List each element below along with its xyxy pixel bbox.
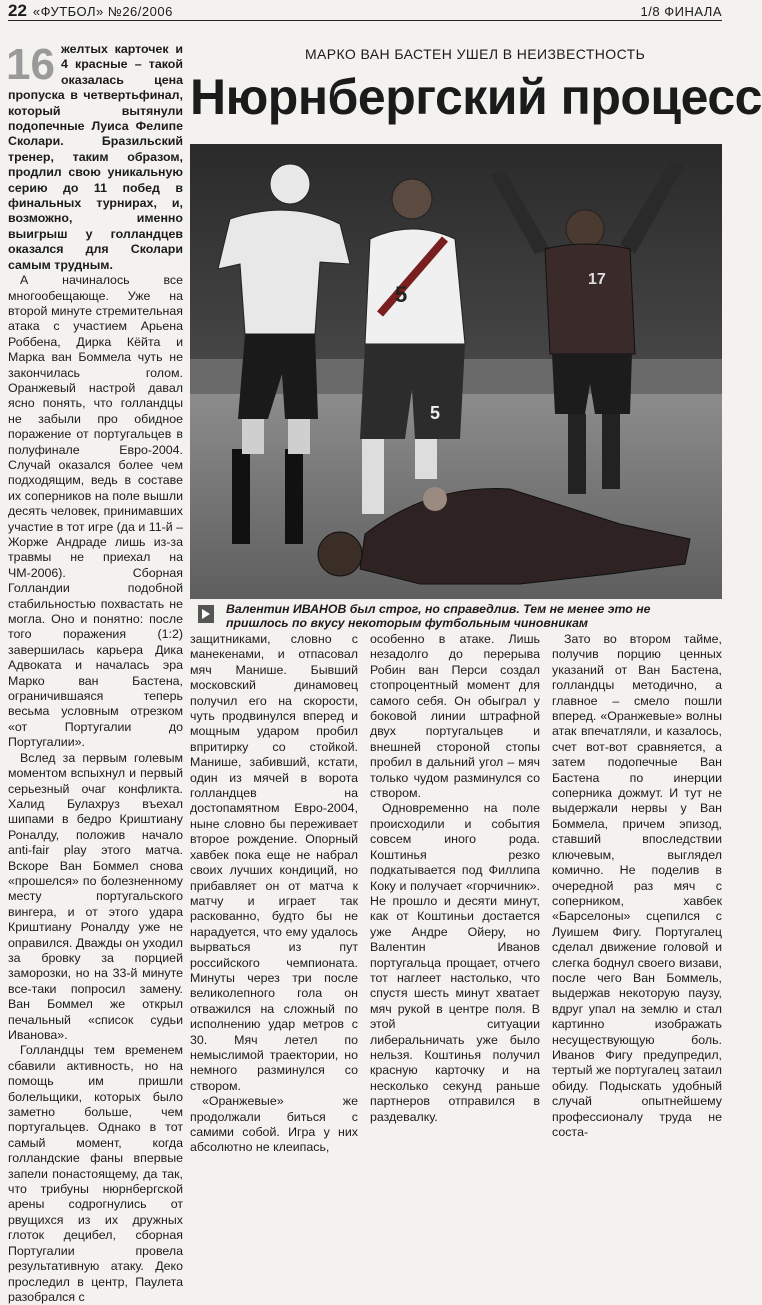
paragraph: особенно в атаке. Лишь незадолго до перерыва Робин ван Перси создал стопроцентный момент для самого себя. Он обыграл у боковой линии штрафной двух португальцев и внешней стороной стопы пробил в дальний угол – мяч только чудом разминулся со створом.: [370, 632, 540, 801]
photo-illustration: [190, 144, 722, 599]
caption-body: был строг, но справедлив. Тем не менее это не пришлось по вкусу некоторым футбольным чиновникам: [226, 602, 651, 630]
paragraph: А начиналось все многообещающе. Уже на второй минуте стремительная атака с участием Арьена Роббена, Дирка Кёйта и Марка ван Боммела чуть не закончилась голом. Оранжевый настрой давал ясно понять, что голландцы не забыли про обидное поражение от португальцев в полуфинале Евро-2004. Случай оказался более чем подходящим, ведь в составе их соперников на поле вышли десять человек, принимавших участие в тот игре (да и 11-й – Жорже Андраде лишь из-за травмы не приехал на ЧМ-2006). Сборная Голландии подобной стабильностью похвастать не могла. Оно и понятно: после того поражения (1:2) завершилась карьера Дика Адвоката и началась эра Марко ван Бастена, ограничившаяся теперь весьма условным отрезком «от Португалии до Португалии».: [8, 273, 183, 750]
lead-paragraph: желтых карточек и 4 красные – такой оказалась цена пропуска в четвертьфинал, который вытянули подопечные Луиса Фелипе Сколари. Бразильский тренер, таким образом, продлил свою уникальную серию до 11 побед в финальных турнирах, и, возможно, именно выигрыш у голландцев оказался для Сколари самым трудным.: [8, 42, 183, 272]
photo-caption: [190, 599, 722, 629]
column-1: [6, 40, 183, 1304]
column-3: [370, 632, 540, 1124]
headline: Нюрнбергский процесс: [190, 69, 762, 125]
paragraph: Зато во втором тайме, получив порцию ценных указаний от Ван Бастена, голландцы методично, а главное – смело пошли вперед. «Оранжевые» волны атак впечатляли, и казалось, счет вот-вот сравняется, а затем подопечные Ван Бастена по инерции соперника дожмут. И тут не выдержали нервы у Ван Боммела, причем эпизод, ставший впоследствии ключевым, выглядел комично. Не поделив в очередной раз мяч с соперником, хавбек «Барселоны» сцепился с Луишем Фигу. Португалец сделал движение головой и слегка боднул своего визави, после чего Ван Боммель, выдержав некоторую паузу, вдруг упал на землю и стал картинно изображать несуществующую боль. Иванов Фигу предупредил, тертый же португалец затаил обиду. Подыскать удобный случай опытнейшему профессионалу труда не состa-: [552, 632, 722, 1139]
page-number: 22: [8, 1, 27, 20]
caption-arrow-icon: [198, 605, 214, 623]
paragraph: «Оранжевые» же продолжали биться с самими собой. Игра у них абсолютно не клеипась,: [190, 1094, 358, 1155]
paragraph: Вслед за первым голевым моментом вспыхнул и первый серьезный очаг конфликта. Халид Булахруз въехал шипами в бедро Криштиану Роналду, положив начало anti-fair play этого матча. Вскоре Ван Боммел снова «прошелся» по болезненному месту португальского вингера, и от этого удара Криштиану Роналду уже не оправился. Дважды он уходил за бровку за порцией заморозки, но на 33-й минуте все-таки попросил замену. Ван Боммел же открыл печальный «список судьи Иванова».: [8, 750, 183, 1042]
paragraph: защитниками, словно с манекенами, и отпасовал мяч Манише. Бывший московский динамовец получил его на скорости, чуть продвинулся вперед и мощным ударом пробил впритирку со стойкой. Манише, забивший, кстати, один из мячей в ворота голландцев на достопамятном Евро-2004, ныне словно бы переживает второе рождение. Опорный хавбек пока еще не набрал своих лучших кондиций, но прибавляет он от матча к матчу и играет так раскованно, будто бы не нарадуется, что ему удалось вырваться из пут российского чемпионата. Минуты через три после великолепного гола он отважился на сложный по исполнению удар метров с 30. Мяч летел по немыслимой траектории, но немного разминулся со створом.: [190, 632, 358, 1093]
issue-label: «ФУТБОЛ» №26/2006: [32, 3, 173, 19]
paragraph: Голландцы тем временем сбавили активность, но на помощь им пришли болельщики, которых было заметно больше, чем португальцев. Однако в тот самый момент, когда голландские фаны впервые запели понастоящему, да так, что трибуны нюрнбергской арены содрогнулись от рвущихся из их дружных глоток децибел, сборная Португалии провела результативную атаку. Деко проследил в центр, Паулета разобрался с: [8, 1043, 183, 1304]
caption-name: Валентин ИВАНОВ: [226, 602, 347, 616]
jersey-number-left: 5: [395, 282, 408, 307]
jersey-number-right: 17: [588, 271, 606, 288]
kicker: МАРКО ВАН БАСТЕН УШЕЛ В НЕИЗВЕСТНОСТЬ: [305, 46, 646, 62]
big-number: 16: [6, 40, 55, 89]
column-4: [552, 632, 722, 1139]
paragraph: Одновременно на поле происходили и события совсем иного рода. Коштинья резко подкатывается под Филлипа Коку и получает «горчичник». Не прошло и десяти минут, как от Коштиньи достается уже Андре Ойеру, но Валентин Иванов португальца прощает, отчего тот наглеет настолько, что спустя шесть минут хватает мяч рукой в центре поля. В этой ситуации либеральничать уже было нельзя. Коштинья получил красную карточку и на несколько секунд раньше партнеров отправился в раздевалку.: [370, 801, 540, 1124]
column-2: [190, 632, 358, 1155]
jersey-number-shorts: 5: [430, 403, 441, 423]
match-photo: [190, 144, 722, 599]
caption-text: [226, 602, 716, 630]
page-header: [8, 2, 722, 21]
section-label: 1/8 ФИНАЛА: [640, 3, 722, 19]
